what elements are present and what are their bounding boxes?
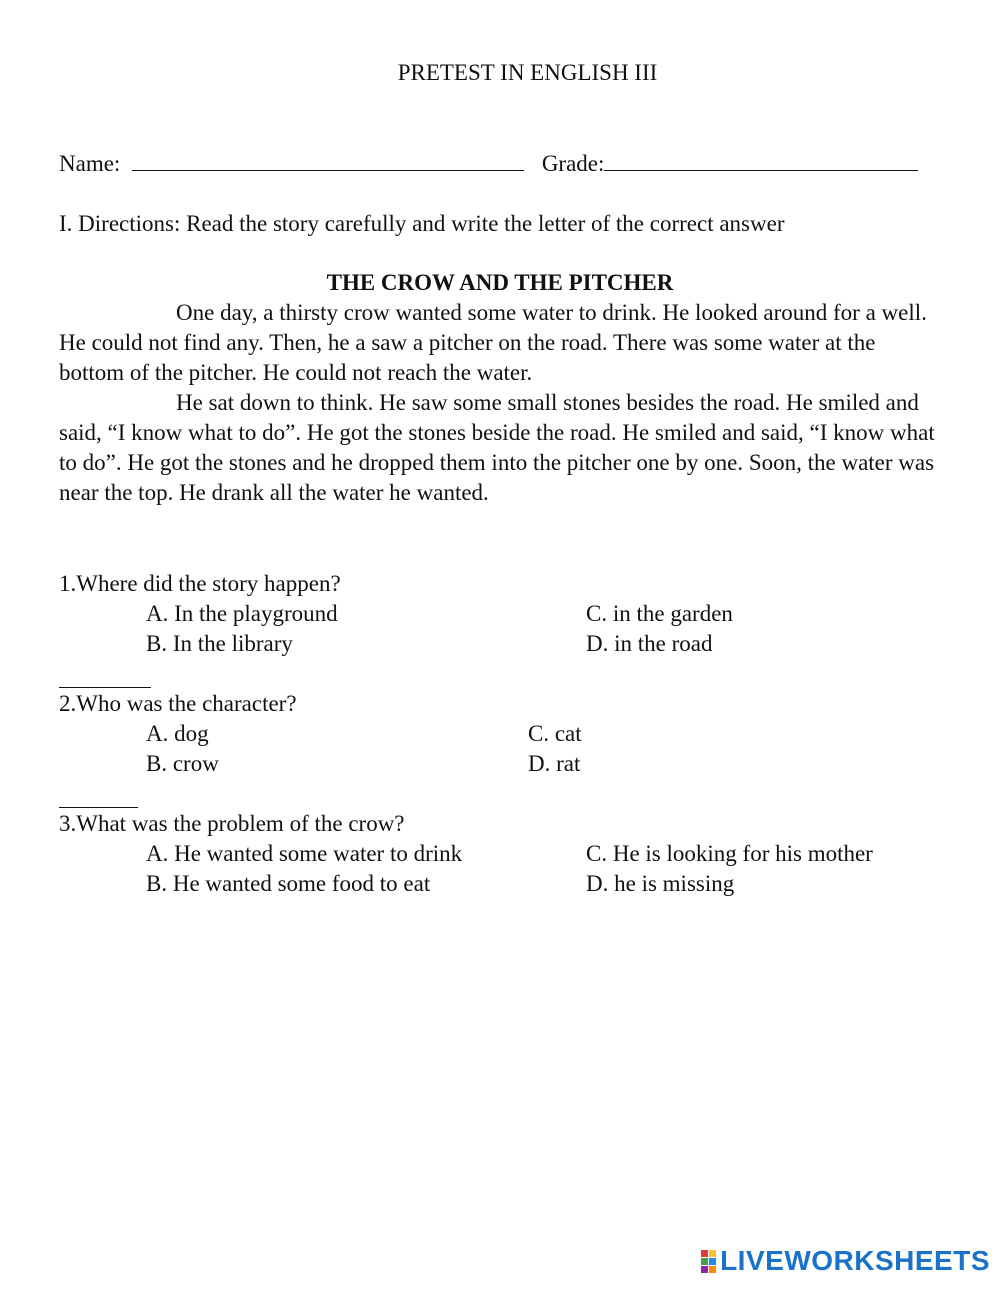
question-2-prompt: 2.Who was the character? [59, 691, 297, 716]
logo-block [709, 1266, 716, 1273]
question-3-option-a[interactable]: A. He wanted some water to drink [146, 841, 463, 866]
logo-text: LIVEWORKSHEETS [720, 1245, 990, 1276]
logo-mark-icon [701, 1250, 716, 1273]
question-2-answer-blank[interactable] [59, 686, 151, 688]
question-1-option-c[interactable]: C. in the garden [586, 601, 733, 626]
question-3-prompt: 3.What was the problem of the crow? [59, 811, 405, 836]
directions: I. Directions: Read the story carefully and write the letter of the correct answer [59, 211, 785, 236]
story-paragraph-2: He sat down to think. He saw some small stones besides the road. He smiled and said, “I know what to do”. He got the stones beside the road. He smiled and said, “I know what to do”. He got the stones and he dropped them into the pitcher one by one. Soon, the water was near the top. He drank all the water he wanted. [59, 390, 935, 505]
question-2-option-c[interactable]: C. cat [528, 721, 582, 746]
question-3-option-c[interactable]: C. He is looking for his mother [586, 841, 873, 866]
student-info-row [59, 150, 918, 177]
liveworksheets-logo [701, 1245, 990, 1277]
question-3-option-b[interactable]: B. He wanted some food to eat [146, 871, 431, 896]
story-text [59, 298, 944, 508]
logo-block [701, 1250, 708, 1257]
question-1-prompt: 1.Where did the story happen? [59, 571, 341, 596]
name-field[interactable] [132, 150, 524, 171]
logo-block [701, 1258, 708, 1265]
question-2-option-d[interactable]: D. rat [528, 751, 581, 776]
story-paragraph-1: One day, a thirsty crow wanted some water to drink. He looked around for a well. He could not find any. Then, he a saw a pitcher on the road. There was some water at the bottom of the pitcher. He could not reach the water. [59, 300, 927, 385]
grade-label: Grade: [541, 151, 605, 176]
logo-block [701, 1266, 708, 1273]
logo-block [709, 1258, 716, 1265]
question-3-answer-blank[interactable] [59, 806, 138, 808]
question-1-option-b[interactable]: B. In the library [146, 631, 293, 656]
name-label: Name: [59, 151, 121, 176]
question-2-option-a[interactable]: A. dog [146, 721, 209, 746]
question-1-option-d[interactable]: D. in the road [586, 631, 713, 656]
grade-field[interactable] [604, 150, 918, 171]
question-1-option-a[interactable]: A. In the playground [146, 601, 338, 626]
question-3-option-d[interactable]: D. he is missing [586, 871, 735, 896]
page-title: PRETEST IN ENGLISH III [397, 60, 658, 85]
story-title: THE CROW AND THE PITCHER [326, 270, 674, 295]
logo-block [709, 1250, 716, 1257]
question-2-option-b[interactable]: B. crow [146, 751, 219, 776]
